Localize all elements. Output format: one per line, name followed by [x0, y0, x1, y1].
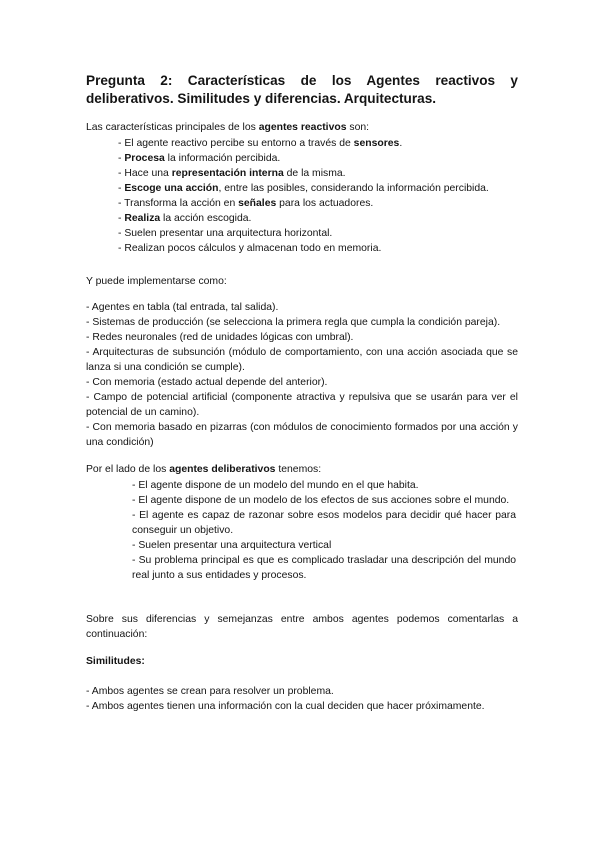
similitudes-list [86, 684, 518, 714]
item-text: - El agente reactivo percibe su entorno a través de [118, 138, 354, 149]
item-text-end: , entre las posibles, considerando la información percibida. [218, 183, 489, 194]
deliberativos-intro-bold: agentes deliberativos [169, 464, 276, 475]
item-text: - Suelen presentar una arquitectura horizontal. [118, 228, 333, 239]
list-item: - Su problema principal es que es complicado trasladar una descripción del mundo real junto a sus entidades y procesos. [132, 555, 516, 581]
list-item: - Campo de potencial artificial (componente atractiva y repulsiva que se usarán para ver el potencial de un camino). [86, 392, 518, 418]
list-item: - Suelen presentar una arquitectura vertical [132, 540, 332, 551]
deliberativos-intro [86, 462, 518, 477]
implementacion-list [86, 300, 518, 450]
page-title: Pregunta 2: Características de los Agentes reactivos y deliberativos. Similitudes y diferencias. Arquitecturas. [86, 73, 518, 106]
item-bold: Escoge una acción [124, 183, 219, 194]
list-item [118, 136, 538, 151]
reactivos-intro-text: Las características principales de los [86, 122, 259, 133]
implementacion-intro: Y puede implementarse como: [86, 276, 227, 287]
similitudes-heading: Similitudes: [86, 656, 145, 667]
item-bold: Procesa [124, 153, 165, 164]
list-item [118, 211, 538, 226]
list-item [118, 166, 538, 181]
item-text-end: . [399, 138, 403, 149]
list-item: - El agente dispone de un modelo del mundo en el que habita. [132, 480, 419, 491]
item-text-end: de la misma. [283, 168, 346, 179]
item-bold: representación interna [171, 168, 284, 179]
deliberativos-list [118, 478, 516, 583]
list-item: - Agentes en tabla (tal entrada, tal salida). [86, 302, 279, 313]
list-item: - Ambos agentes se crean para resolver un problema. [86, 686, 334, 697]
list-item [118, 181, 538, 196]
reactivos-intro-bold: agentes reactivos [258, 122, 347, 133]
list-item: - Sistemas de producción (se selecciona la primera regla que cumpla la condición pareja). [86, 317, 501, 328]
list-item [118, 196, 538, 211]
item-text-end: la acción escogida. [160, 213, 252, 224]
list-item [118, 226, 538, 241]
item-text: - Realizan pocos cálculos y almacenan todo en memoria. [118, 243, 382, 254]
item-text: - [118, 213, 125, 224]
diferencias-intro: Sobre sus diferencias y semejanzas entre ambos agentes podemos comentarlas a continuación: [86, 614, 518, 640]
item-bold: señales [238, 198, 277, 209]
item-text: - [118, 183, 125, 194]
list-item: - Ambos agentes tienen una información con la cual deciden que hacer próximamente. [86, 701, 485, 712]
reactivos-intro-end: son: [346, 122, 370, 133]
deliberativos-intro-text: Por el lado de los [86, 464, 170, 475]
list-item: - Con memoria (estado actual depende del anterior). [86, 377, 328, 388]
item-text: - [118, 153, 125, 164]
item-text-end: para los actuadores. [276, 198, 374, 209]
list-item: - Redes neuronales (red de unidades lógicas con umbral). [86, 332, 354, 343]
list-item: - Con memoria basado en pizarras (con módulos de conocimiento formados por una acción y una condición) [86, 422, 518, 448]
list-item: - El agente dispone de un modelo de los efectos de sus acciones sobre el mundo. [132, 495, 510, 506]
deliberativos-intro-end: tenemos: [275, 464, 322, 475]
item-text: - Transforma la acción en [118, 198, 239, 209]
item-bold: Realiza [124, 213, 161, 224]
item-bold: sensores [353, 138, 400, 149]
list-item [118, 151, 538, 166]
list-item: - Arquitecturas de subsunción (módulo de comportamiento, con una acción asociada que se lanza si una condición se cumple). [86, 347, 518, 373]
list-item: - El agente es capaz de razonar sobre esos modelos para decidir qué hacer para conseguir un objetivo. [132, 510, 516, 536]
item-text: - Hace una [118, 168, 172, 179]
list-item [118, 241, 538, 256]
reactivos-list [118, 136, 538, 256]
item-text-end: la información percibida. [164, 153, 281, 164]
reactivos-intro [86, 120, 518, 135]
